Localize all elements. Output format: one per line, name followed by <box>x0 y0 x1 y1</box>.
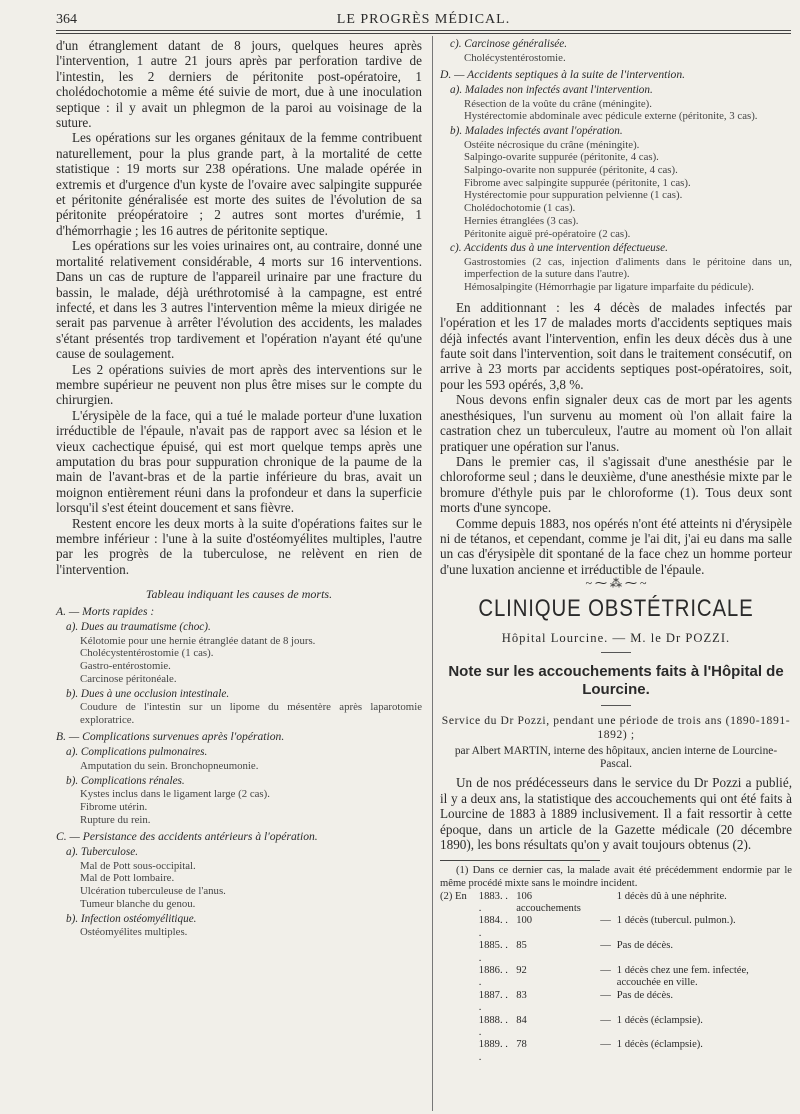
dash-cell: — <box>600 965 611 976</box>
table-caption: Tableau indiquant les causes de morts. <box>145 587 333 602</box>
paragraph: Restent encore les deux morts à la suite d'opérations faites sur le membre inférieur : l'une à la suite d'ostéomyélites multiples, l'autre par les progrès de la tuberculose, ne relèvent en rien de l'intervention. <box>56 515 422 577</box>
list-item: Salpingo-ovarite suppurée (péritonite, 4 cas). <box>464 151 659 164</box>
ornament-divider: ~ ⁓ ⁂ ⁓ ~ <box>585 576 647 591</box>
page-number: 364 <box>56 12 77 27</box>
list-item: Hernies étranglées (3 cas). <box>464 214 579 227</box>
column-divider <box>432 36 433 1111</box>
subsection-heading: b). Complications rénales. <box>66 774 185 787</box>
list-item: Kélotomie pour une hernie étranglée datant de 8 jours. <box>80 634 316 647</box>
paragraph: Nous devons enfin signaler deux cas de mort par les agents anesthésiques, l'un survenu au moment où l'on allait faire la castration chez un tuberculeux, l'autre au moment où l'on allait pratiquer une opération sur l'anus. <box>440 392 792 454</box>
short-rule <box>601 705 631 706</box>
list-item: Hystérectomie pour suppuration pelvienne (1 cas). <box>464 189 683 202</box>
year-cell: 1889. . . <box>478 1039 508 1063</box>
count-cell: 83 <box>516 989 527 1001</box>
subsection-heading: a). Complications pulmonaires. <box>66 746 208 759</box>
count-cell: 92 <box>516 965 527 976</box>
paragraph: L'érysipèle de la face, qui a tué le malade porteur d'une luxation irréductible de l'épaule, n'avait pas de rapport avec sa lésion et le vieux cachectique épuisé, qui est mort quelque temps après une amputation du bras pour suppuration chronique de la paume de la main de l'avant-bras et de la partie inférieure du bras, avait un moignon entièrement réuni dans la profondeur et dans la superficie lorsqu'il s'est éteint doucement et sans fièvre. <box>56 407 422 516</box>
year-cell: 1885. . . <box>478 940 508 964</box>
short-rule <box>601 652 631 653</box>
table-row <box>479 940 792 965</box>
list-item: Ostéomyélites multiples. <box>80 926 188 939</box>
table-row <box>479 1039 792 1064</box>
dash-cell <box>600 891 617 916</box>
list-item: Fibrome utérin. <box>80 800 148 813</box>
table-row <box>479 915 792 940</box>
subsection-heading: b). Malades infectés avant l'opération. <box>450 125 623 138</box>
note-title: Note sur les accouchements faits à l'Hôpital de Lourcine. <box>448 663 784 699</box>
page-header <box>56 6 791 28</box>
footnote-table-wrap <box>440 891 792 1065</box>
list-item: Cholédochotomie (1 cas). <box>464 202 576 215</box>
subsection-heading: a). Dues au traumatisme (choc). <box>66 621 211 634</box>
deaths-cell: 1 décès chez une fem. infectée, accouchée en ville. <box>616 965 749 989</box>
paragraph: d'un étranglement datant de 8 jours, quelques heures après l'intervention, 1 autre 21 jours après par perforation tardive de l'intestin, les 2 derniers de péritonite post-opératoire, 1 cholédochotomie a même été suivie de mort, due à une inoculation septique : il y avait un phlegmon de la paroi au voisinage de la suture. <box>56 38 422 131</box>
clinic-title: CLINIQUE OBSTÉTRICALE <box>478 595 754 623</box>
count-cell: 100 <box>516 915 533 927</box>
table-row <box>479 891 792 916</box>
dash-cell: — <box>600 915 611 927</box>
table-row <box>479 1015 792 1040</box>
paragraph: Les 2 opérations suivies de mort après des interventions sur le membre supérieur ne peuvent non plus être mises sur le compte du chirurgien. <box>56 361 422 408</box>
dash-cell: — <box>600 1014 611 1026</box>
section-heading: D. — Accidents septiques à la suite de l'intervention. <box>440 68 686 82</box>
header-rule <box>56 30 791 31</box>
list-item: Hémosalpingite (Hémorrhagie par ligature imparfaite du pédicule). <box>464 281 754 294</box>
paragraph: Dans le premier cas, il s'agissait d'une anesthésie par le chloroforme seul ; dans le deuxième, d'une anesthésie mixte par le bromure d'éthyle puis par le chloroforme (1). Tous deux sont morts d'une syncope. <box>440 453 792 516</box>
list-item: Hystérectomie abdominale avec pédicule externe (péritonite, 3 cas). <box>464 110 758 123</box>
list-item: Gastrostomies (2 cas, injection d'aliments dans le péritoine dans un, imperfection de la suture dans l'autre). <box>464 255 792 281</box>
year-cell: 1886. . . <box>478 965 508 989</box>
list-item: Cholécystentérostomie (1 cas). <box>80 647 214 660</box>
year-cell: 1888. . . <box>478 1014 508 1039</box>
service-line: Service du Dr Pozzi, pendant une période de trois ans (1890-1891-1892) ; <box>441 714 791 741</box>
list-item: Péritonite aiguë pré-opératoire (2 cas). <box>464 227 631 240</box>
list-item: Fibrome avec salpingite suppurée (péritonite, 1 cas). <box>464 176 691 189</box>
count-cell: 84 <box>516 1014 527 1026</box>
subsection-heading: a). Malades non infectés avant l'intervention. <box>450 84 653 97</box>
subsection-heading: c). Accidents dus à une intervention défectueuse. <box>450 242 668 255</box>
paragraph: Les opérations sur les organes génitaux de la femme contribuent naturellement, pour la plus grande part, à la mortalité de cette statistique : 19 morts sur 238 opérations. Une malade opérée in extremis et d'urgence d'un kyste de l'ovaire avec salpingite suppurée et péritonite généralisée est morte des suites de l'évolution de sa péritonite préopératoire ; 2 autres sont mortes d'urémie, 1 d'hémorrhagie ; les 16 autres de péritonite septique. <box>56 130 422 238</box>
list-item: Ulcération tuberculeuse de l'anus. <box>80 885 226 898</box>
right-column <box>440 38 792 1064</box>
list-item: Salpingo-ovarite non suppurée (péritonite, 4 cas). <box>464 164 678 177</box>
paragraph: Un de nos prédécesseurs dans le service du Dr Pozzi a publié, il y a deux ans, la statistique des accouchements qui ont été faits à Lourcine de 1883 à 1889 inclusivement. Il a fait ressortir à cette époque, dans un article de la Gazette médicale (20 décembre 1890), les bons résultats qu'on y avait toujours obtenus (2). <box>440 775 792 852</box>
list-item: Carcinose péritonéale. <box>80 672 177 685</box>
section-heading: B. — Complications survenues après l'opération. <box>56 730 285 744</box>
subsection-heading: b). Infection ostéomyélitique. <box>66 912 197 925</box>
list-item: Rupture du rein. <box>80 813 151 826</box>
list-item: Mal de Pott lombaire. <box>80 872 175 885</box>
section-heading: C. — Persistance des accidents antérieurs à l'opération. <box>56 830 318 844</box>
deaths-cell: Pas de décès. <box>616 989 673 1001</box>
deaths-cell: 1 décès dû à une néphrite. <box>616 890 727 902</box>
deaths-cell: Pas de décès. <box>616 940 673 952</box>
year-cell: 1884. . . <box>478 915 508 939</box>
list-item: Mal de Pott sous-occipital. <box>80 859 196 872</box>
table-row <box>479 965 792 990</box>
list-item: Résection de la voûte du crâne (méningite). <box>464 97 652 110</box>
footnote-rule <box>440 860 600 861</box>
footnote: (1) Dans ce dernier cas, la malade avait été précédemment endormie par le même procédé mixte sans le moindre incident. <box>440 865 792 889</box>
header-rule-2 <box>56 33 791 34</box>
list-item: Coudure de l'intestin sur un lipome du mésentère après laparotomie exploratrice. <box>80 701 422 726</box>
list-item: Kystes inclus dans le ligament large (2 cas). <box>80 788 270 801</box>
paragraph: Les opérations sur les voies urinaires ont, au contraire, donné une mortalité relativement considérable, 4 morts sur 16 interventions. Dans un cas de rupture de l'appareil urinaire par une fracture du bassin, le malade, déjà uréthrotomisé à la campagne, est entré infecté, et dans les 3 autres l'intervention même la mieux dirigée ne serait pas parvenue à arrêter l'évolution des accidents, les malades s'étant présentés trop tardivement et l'opération n'ayant été qu'une cause de soulagement. <box>56 238 422 362</box>
subsection-heading: a). Tuberculose. <box>66 846 138 859</box>
list-item: Ostéite nécrosique du crâne (méningite). <box>464 138 640 151</box>
dash-cell: — <box>600 989 611 1001</box>
journal-title: LE PROGRÈS MÉDICAL. <box>336 12 511 27</box>
list-item: Gastro-entérostomie. <box>80 660 171 673</box>
list-item: Cholécystentérostomie. <box>464 51 566 64</box>
subsection-heading: b). Dues à une occlusion intestinale. <box>66 687 230 700</box>
dash-cell: — <box>600 940 611 952</box>
table-row <box>479 990 792 1015</box>
paragraph: Comme depuis 1883, nos opérés n'ont été atteints ni d'érysipèle ni de tétanos, et cependant, comme je l'ai dit, j'ai eu dans ma salle un cas d'érysipèle dit spontané de la face chez un homme porteur d'une luxation ancienne et irréductible de l'épaule. <box>440 515 792 577</box>
births-table <box>479 891 792 1065</box>
year-cell: 1883. . . <box>478 890 508 914</box>
year-cell: 1887. . . <box>478 989 508 1014</box>
count-cell: 85 <box>516 940 527 952</box>
list-item: Tumeur blanche du genou. <box>80 897 196 910</box>
section-heading: A. — Morts rapides : <box>56 605 155 619</box>
deaths-cell: 1 décès (tubercul. pulmon.). <box>616 915 736 927</box>
author-line: par Albert MARTIN, interne des hôpitaux, ancien interne de Lourcine-Pascal. <box>454 745 778 771</box>
subsection-heading: c). Carcinose généralisée. <box>450 38 568 50</box>
list-item: Amputation du sein. Bronchopneumonie. <box>80 759 259 772</box>
dash-cell: — <box>600 1039 611 1051</box>
left-column <box>56 38 422 939</box>
hospital-line: Hôpital Lourcine. — M. le Dr POZZI. <box>501 631 731 646</box>
count-cell: 106 accouchements <box>516 890 581 914</box>
deaths-cell: 1 décès (éclampsie). <box>616 1014 703 1026</box>
footnote-marker: (2) En <box>440 890 467 902</box>
paragraph: En additionnant : les 4 décès de malades infectés par l'opération et les 17 de malades morts d'accidents septiques mais déjà infectés avant l'intervention, enfin les deux décès dus à une faute soit dans l'intervention, soit dans le traitement consécutif, on arrive à 23 morts par accidents septiques post-opératoires, soit, pour les 593 opérés, 3,8 %. <box>440 299 792 392</box>
count-cell: 78 <box>516 1039 527 1051</box>
deaths-cell: 1 décès (éclampsie). <box>616 1039 703 1051</box>
